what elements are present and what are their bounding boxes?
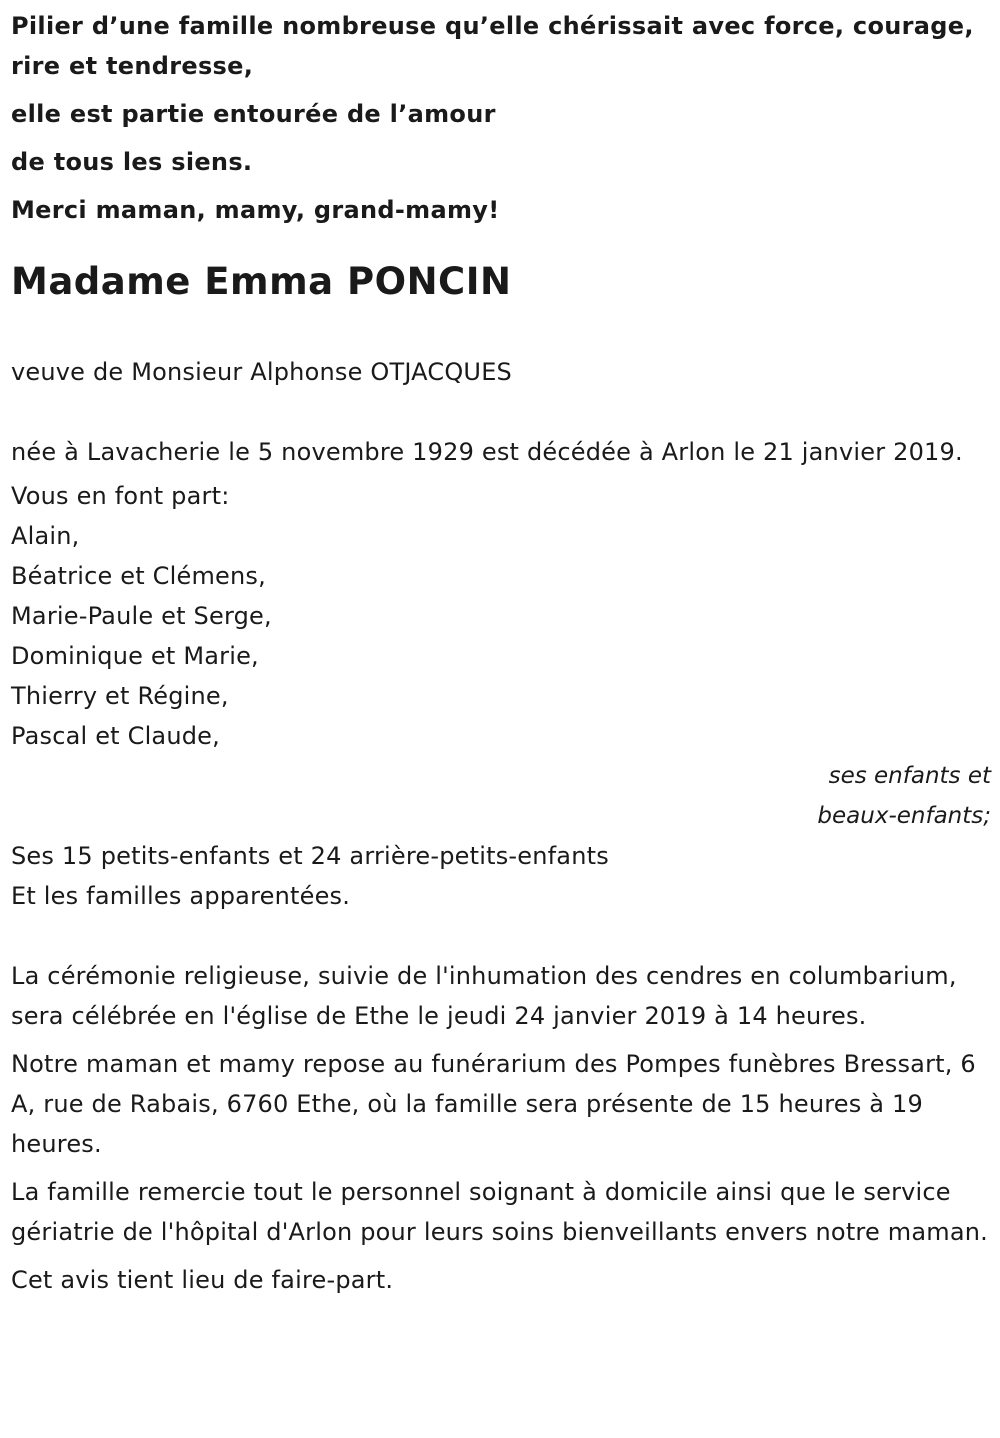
intro-line-4: Merci maman, mamy, grand-mamy!	[11, 196, 500, 224]
widow-of: veuve de Monsieur Alphonse OTJACQUES	[11, 358, 512, 386]
ceremony-info: La cérémonie religieuse, suivie de l'inhumation des cendres en columbarium, sera célébrée en l'église de Ethe le jeudi 24 janvier 2019 à 14 heures.	[11, 962, 957, 1030]
thanks-note: La famille remercie tout le personnel soignant à domicile ainsi que le service gériatrie de l'hôpital d'Arlon pour leurs soins bienveillants envers notre maman.	[11, 1178, 988, 1246]
children-note	[11, 756, 991, 836]
intro-tribute	[11, 0, 991, 230]
announcement-intro: Vous en font part:	[11, 482, 230, 510]
intro-line-3: de tous les siens.	[11, 148, 253, 176]
funeral-home-info: Notre maman et mamy repose au funérarium des Pompes funèbres Bressart, 6 A, rue de Rabais, 6760 Ethe, où la famille sera présente de 15 heures à 19 heures.	[11, 1050, 976, 1158]
obituary-notice	[11, 0, 991, 1300]
list-item: Dominique et Marie,	[11, 642, 259, 670]
grandchildren-line: Ses 15 petits-enfants et 24 arrière-petits-enfants	[11, 842, 609, 870]
list-item: Pascal et Claude,	[11, 722, 220, 750]
intro-line-2: elle est partie entourée de l’amour	[11, 100, 496, 128]
children-note-line-1: ses enfants et	[828, 763, 991, 789]
list-item: Alain,	[11, 522, 80, 550]
list-item: Thierry et Régine,	[11, 682, 229, 710]
children-note-line-2: beaux-enfants;	[817, 803, 991, 829]
intro-line-1: Pilier d’une famille nombreuse qu’elle chérissait avec force, courage, rire et tendresse,	[11, 12, 974, 80]
relatives-line: Et les familles apparentées.	[11, 882, 351, 910]
deceased-name: Madame Emma PONCIN	[11, 260, 512, 303]
list-item: Marie-Paule et Serge,	[11, 602, 272, 630]
children-list	[11, 516, 991, 756]
list-item: Béatrice et Clémens,	[11, 562, 266, 590]
closing-note: Cet avis tient lieu de faire-part.	[11, 1266, 394, 1294]
birth-death-info: née à Lavacherie le 5 novembre 1929 est décédée à Arlon le 21 janvier 2019.	[11, 438, 963, 466]
